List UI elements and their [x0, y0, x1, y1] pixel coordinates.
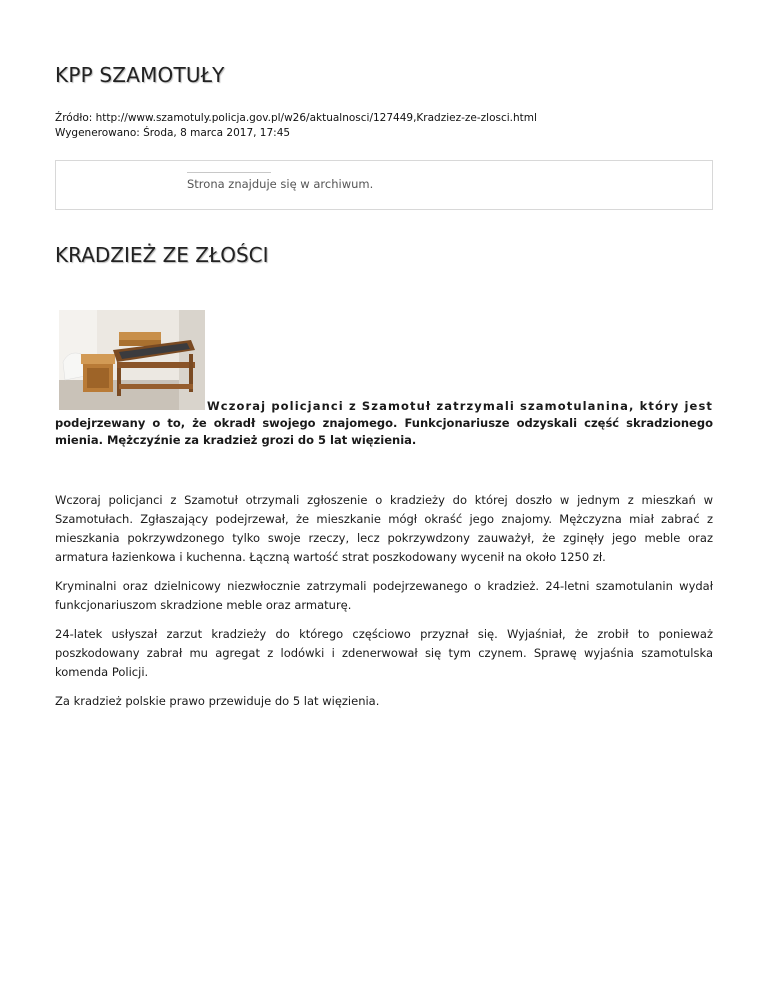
archive-notice: Strona znajduje się w archiwum.	[187, 177, 374, 191]
paragraph: Za kradzież polskie prawo przewiduje do 5 lat więzienia.	[55, 694, 380, 708]
paragraph: Kryminalni oraz dzielnicowy niezwłocznie zatrzymali podejrzewanego o kradzież. 24-letni szamotulanin wydał funkcjonariuszom skradzione meble oraz armaturę.	[55, 579, 713, 612]
paragraph: 24-latek usłyszał zarzut kradzieży do którego częściowo przyznał się. Wyjaśniał, że zrobił to ponieważ poszkodowany zabrał mu agregat z lodówki i zdenerwował się tym czynem. Sprawę wyjaśnia szamotulska komenda Policji.	[55, 627, 713, 679]
lead-rest: podejrzewany o to, że okradł swojego znajomego. Funkcjonariusze odzyskali część skradzionego mienia. Mężczyźnie za kradzież grozi do 5 lat więzienia.	[55, 416, 713, 447]
archive-notice-box	[55, 160, 713, 210]
source-line: Źródło: http://www.szamotuly.policja.gov.pl/w26/aktualnosci/127449,Kradziez-ze-zlosci.html	[55, 112, 537, 124]
article-lead	[55, 398, 713, 449]
lead-first-line: Wczoraj policjanci z Szamotuł zatrzymali szamotulanina, który jest	[207, 399, 713, 413]
furniture-photo	[59, 310, 205, 410]
archive-divider	[187, 172, 271, 173]
site-title: KPP SZAMOTUŁY	[55, 63, 225, 87]
article-title: KRADZIEŻ ZE ZŁOŚCI	[55, 243, 269, 267]
document-meta	[55, 111, 537, 140]
paragraph: Wczoraj policjanci z Szamotuł otrzymali zgłoszenie o kradzieży do której doszło w jednym z mieszkań w Szamotułach. Zgłaszający podejrzewał, że mieszkanie mógł okraść jego znajomy. Mężczyzna miał zabrać z mieszkania pokrzywdzonego tylko swoje rzeczy, lecz pokrzywdzony zauważył, że zginęły jego meble oraz armatura łazienkowa i kuchenna. Łączną wartość strat poszkodowany wycenił na około 1250 zł.	[55, 493, 713, 564]
generated-line: Wygenerowano: Środa, 8 marca 2017, 17:45	[55, 126, 291, 139]
article-body	[55, 491, 713, 721]
